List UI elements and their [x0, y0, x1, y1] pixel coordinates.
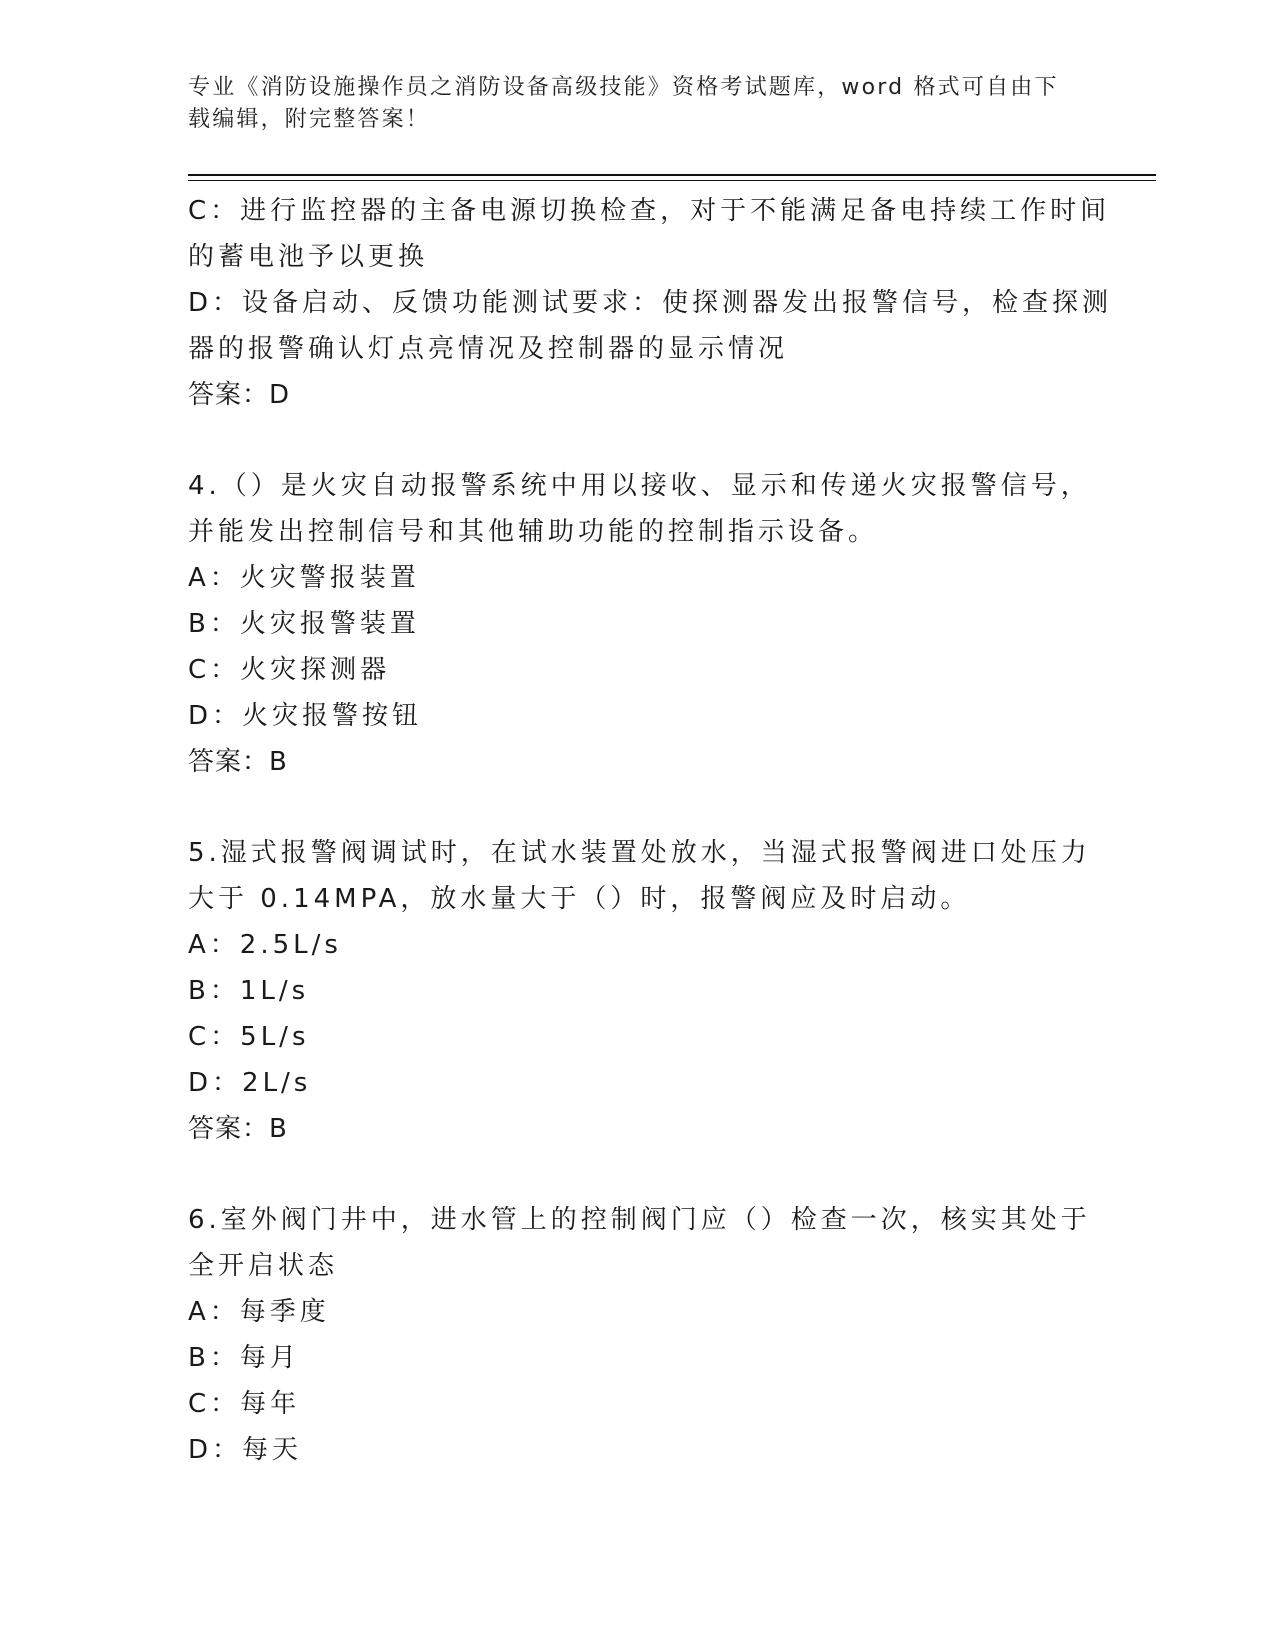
option-d: D：每天 [188, 1435, 303, 1465]
question-stem-line-1: 4.（）是火灾自动报警系统中用以接收、显示和传递火灾报警信号， [188, 471, 1091, 501]
page-header [188, 72, 1088, 136]
question-stem-line-1: 6.室外阀门井中，进水管上的控制阀门应（）检查一次，核实其处于 [188, 1205, 1091, 1235]
answer-line: 答案：D [188, 380, 291, 410]
question-stem-line-2: 全开启状态 [188, 1251, 339, 1281]
answer-line: 答案：B [188, 747, 288, 777]
option-c-line-1: C：进行监控器的主备电源切换检查，对于不能满足备电持续工作时间 [188, 196, 1111, 226]
option-a: A：2.5L/s [188, 930, 342, 960]
option-d-line-2: 器的报警确认灯点亮情况及控制器的显示情况 [188, 334, 789, 364]
answer-line: 答案：B [188, 1114, 288, 1144]
option-a: A：每季度 [188, 1297, 330, 1327]
spacer [188, 785, 1088, 830]
header-line-1: 专业《消防设施操作员之消防设备高级技能》资格考试题库，word 格式可自由下 [188, 75, 1059, 100]
option-b: B：1L/s [188, 976, 310, 1006]
option-d: D：火灾报警按钮 [188, 701, 423, 731]
question-6 [188, 1197, 1091, 1473]
option-a: A：火灾警报装置 [188, 563, 420, 593]
header-line-2: 载编辑，附完整答案！ [188, 107, 431, 132]
question-3-tail [188, 188, 1113, 418]
question-5 [188, 830, 1091, 1152]
option-b: B：每月 [188, 1343, 300, 1373]
question-4 [188, 463, 1091, 785]
spacer [188, 1152, 1088, 1197]
question-content [188, 188, 1113, 1473]
option-b: B：火灾报警装置 [188, 609, 420, 639]
option-c: C：每年 [188, 1389, 301, 1419]
option-d: D：2L/s [188, 1068, 312, 1098]
option-c-line-2: 的蓄电池予以更换 [188, 242, 429, 272]
option-d-line-1: D：设备启动、反馈功能测试要求：使探测器发出报警信号，检查探测 [188, 288, 1113, 318]
header-divider-thin [188, 180, 1156, 181]
option-c: C：火灾探测器 [188, 655, 391, 685]
question-stem-line-1: 5.湿式报警阀调试时，在试水装置处放水，当湿式报警阀进口处压力 [188, 838, 1091, 868]
question-stem-line-2: 大于 0.14MPA，放水量大于（）时，报警阀应及时启动。 [188, 884, 971, 914]
spacer [188, 418, 1088, 463]
option-c: C：5L/s [188, 1022, 310, 1052]
header-divider-thick [188, 174, 1156, 176]
question-stem-line-2: 并能发出控制信号和其他辅助功能的控制指示设备。 [188, 517, 879, 547]
